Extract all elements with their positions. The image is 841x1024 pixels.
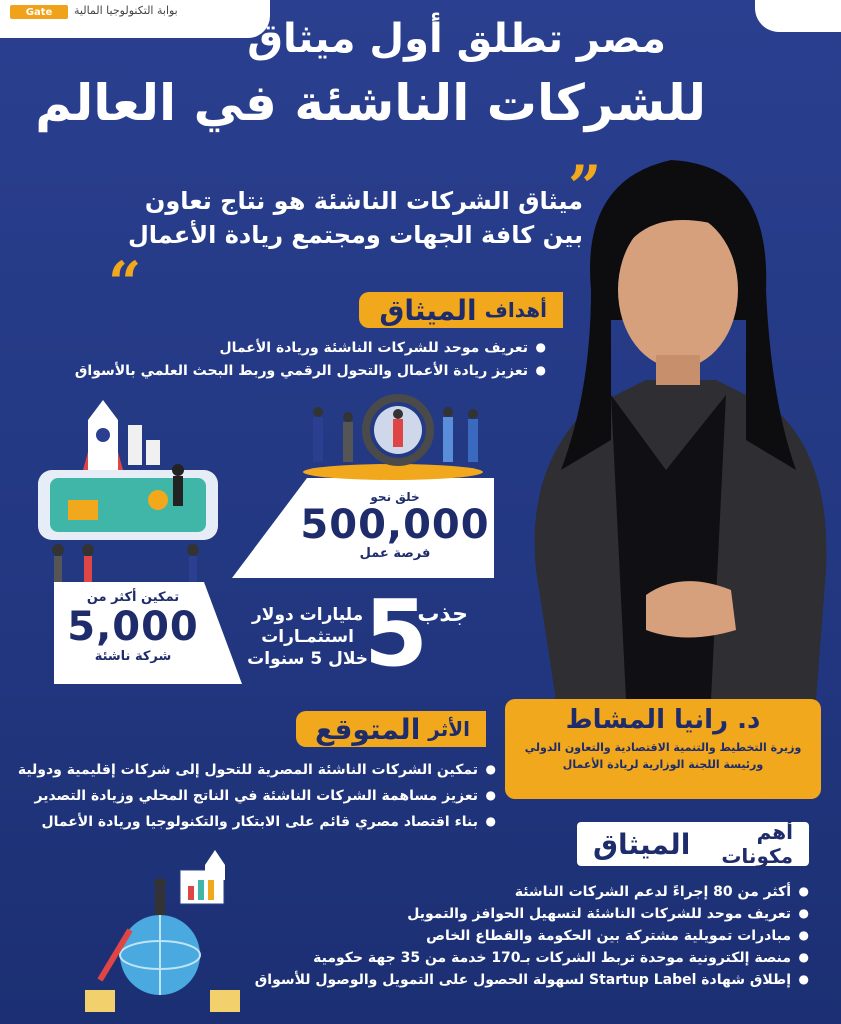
component-item: ● مبادرات تمويلية مشتركة بين الحكومة والقطاع الخاص bbox=[255, 928, 809, 944]
goals-list bbox=[75, 340, 546, 386]
investment-line-3: خلال 5 سنوات bbox=[247, 649, 368, 669]
components-list bbox=[255, 884, 809, 988]
quote-line-2: بين كافة الجهات ومجتمع ريادة الأعمال bbox=[127, 221, 583, 249]
goals-label-big: الميثاق bbox=[379, 293, 477, 327]
components-label-small: أهم مكونات bbox=[721, 820, 793, 868]
component-item: ● إطلاق شهادة Startup Label لسهولة الحصول على التمويل والوصول للأسواق bbox=[255, 972, 809, 988]
startups-stat bbox=[58, 590, 208, 664]
components-label-big: الميثاق bbox=[593, 827, 691, 861]
corner-decoration bbox=[755, 0, 841, 32]
investment-line-1: مليارات دولار bbox=[252, 605, 364, 625]
components-label bbox=[577, 822, 809, 866]
impact-item: ● تمكين الشركات الناشئة المصرية للتحول إلى شركات إقليمية ودولية bbox=[18, 762, 496, 778]
goals-label-small: أهداف bbox=[484, 298, 547, 322]
startups-stat-value: 5,000 bbox=[67, 604, 199, 650]
startups-stat-top: تمكين أكثر من bbox=[86, 590, 180, 605]
title-line-1: مصر تطلق أول ميثاق bbox=[247, 16, 666, 62]
impact-label bbox=[296, 711, 486, 747]
goals-label bbox=[359, 292, 563, 328]
jobs-illustration-icon bbox=[298, 392, 488, 482]
jobs-stat-bottom: فرصة عمل bbox=[359, 546, 431, 561]
component-item: ● أكثر من 80 إجراءً لدعم الشركات الناشئة bbox=[255, 884, 809, 900]
gate-logo-mark: Gate bbox=[10, 5, 68, 19]
component-item: ● تعريف موحد للشركات الناشئة لتسهيل الحوافز والتمويل bbox=[255, 906, 809, 922]
impact-item: ● بناء اقتصاد مصري قائم على الابتكار والتكنولوجيا وريادة الأعمال bbox=[18, 814, 496, 830]
investment-stat bbox=[247, 580, 468, 687]
impact-label-small: الأثر bbox=[428, 717, 470, 741]
impact-label-big: المتوقع bbox=[314, 712, 421, 746]
investment-line-2: استثمـارات bbox=[261, 627, 354, 647]
quote-open-icon: ” bbox=[568, 153, 602, 221]
person-role-1: وزيرة التخطيط والتنمية الاقتصادية والتعاون الدولي bbox=[524, 741, 802, 754]
startup-illustration-icon bbox=[28, 400, 238, 590]
person-role-2: ورئيسة اللجنة الوزارية لريادة الأعمال bbox=[562, 758, 764, 771]
name-card bbox=[505, 699, 821, 799]
startups-stat-bottom: شركة ناشئة bbox=[94, 649, 172, 664]
quote-line-1: ميثاق الشركات الناشئة هو نتاج تعاون bbox=[144, 187, 583, 215]
investment-value: 5 bbox=[363, 580, 428, 687]
minister-photo bbox=[496, 140, 841, 700]
impact-item: ● تعزيز مساهمة الشركات الناشئة في الناتج المحلي وزيادة التصدير bbox=[18, 788, 496, 804]
brand-name: بوابة التكنولوجيا المالية bbox=[74, 4, 178, 17]
jobs-stat-value: 500,000 bbox=[300, 502, 490, 548]
quote-close-icon: “ bbox=[108, 249, 142, 317]
goal-item: ● تعريف موحد للشركات الناشئة وريادة الأعمال bbox=[75, 340, 546, 356]
finance-illustration-icon bbox=[70, 850, 260, 1020]
investment-text bbox=[247, 604, 368, 670]
component-item: ● منصة إلكترونية موحدة تربط الشركات بـ170 خدمة من 35 جهة حكومية bbox=[255, 950, 809, 966]
title-line-2: للشركات الناشئة في العالم bbox=[35, 74, 706, 132]
jobs-stat bbox=[300, 490, 490, 561]
jobs-stat-top: خلق نحو bbox=[370, 490, 420, 504]
investment-prefix: جذب bbox=[417, 602, 468, 627]
impact-list bbox=[18, 762, 496, 837]
goal-item: ● تعزيز ريادة الأعمال والتحول الرقمي وربط البحث العلمي بالأسواق bbox=[75, 363, 546, 379]
person-name: د. رانيا المشاط bbox=[565, 705, 761, 735]
brand-logo[interactable] bbox=[0, 0, 270, 38]
